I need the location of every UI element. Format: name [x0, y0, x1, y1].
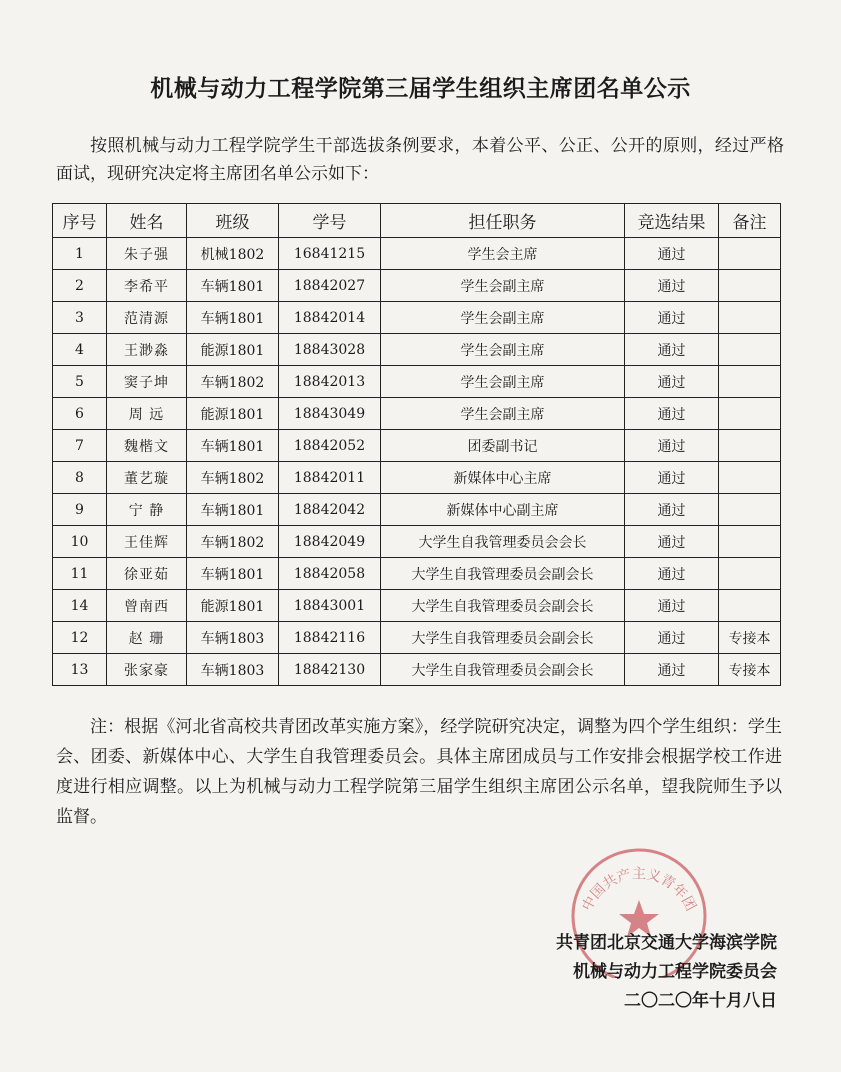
table-row — [53, 366, 781, 398]
cell-remark — [719, 494, 781, 526]
cell-name: 赵 珊 — [107, 622, 187, 654]
roster-table — [52, 203, 781, 686]
cell-student-id: 18843001 — [279, 590, 381, 622]
cell-name: 李希平 — [107, 270, 187, 302]
table-row — [53, 622, 781, 654]
intro-paragraph: 按照机械与动力工程学院学生干部选拔条例要求，本着公平、公正、公开的原则，经过严格面试，现研究决定将主席团名单公示如下： — [56, 136, 784, 184]
table-row — [53, 398, 781, 430]
cell-student-id: 18842014 — [279, 302, 381, 334]
cell-index: 13 — [53, 654, 107, 686]
table-row — [53, 302, 781, 334]
signature-date: 二〇二〇年十月八日 — [624, 991, 777, 1011]
cell-position: 大学生自我管理委员会副会长 — [381, 590, 625, 622]
cell-result: 通过 — [625, 238, 719, 270]
header-position: 担任职务 — [381, 204, 625, 238]
cell-position: 学生会副主席 — [381, 334, 625, 366]
cell-class: 车辆1801 — [187, 302, 279, 334]
cell-name: 宁 静 — [107, 494, 187, 526]
cell-index: 4 — [53, 334, 107, 366]
cell-position: 学生会主席 — [381, 238, 625, 270]
cell-class: 车辆1802 — [187, 462, 279, 494]
cell-position: 学生会副主席 — [381, 270, 625, 302]
table-row — [53, 494, 781, 526]
cell-index: 8 — [53, 462, 107, 494]
table-row — [53, 526, 781, 558]
cell-index: 14 — [53, 590, 107, 622]
table-row — [53, 590, 781, 622]
cell-remark — [719, 590, 781, 622]
document-title: 机械与动力工程学院第三届学生组织主席团名单公示 — [150, 75, 691, 102]
official-stamp — [565, 830, 713, 978]
cell-result: 通过 — [625, 270, 719, 302]
table-row — [53, 334, 781, 366]
cell-index: 9 — [53, 494, 107, 526]
cell-result: 通过 — [625, 654, 719, 686]
cell-result: 通过 — [625, 494, 719, 526]
cell-position: 新媒体中心副主席 — [381, 494, 625, 526]
cell-position: 大学生自我管理委员会会长 — [381, 526, 625, 558]
cell-remark — [719, 526, 781, 558]
cell-remark — [719, 398, 781, 430]
cell-result: 通过 — [625, 590, 719, 622]
cell-student-id: 18842058 — [279, 558, 381, 590]
cell-result: 通过 — [625, 430, 719, 462]
table-row — [53, 238, 781, 270]
signature-line-1: 共青团北京交通大学海滨学院 — [556, 933, 777, 953]
cell-student-id: 18843028 — [279, 334, 381, 366]
cell-name: 朱子强 — [107, 238, 187, 270]
cell-name: 周 远 — [107, 398, 187, 430]
signature-line-2: 机械与动力工程学院委员会 — [573, 962, 777, 982]
cell-name: 张家豪 — [107, 654, 187, 686]
cell-position: 大学生自我管理委员会副会长 — [381, 622, 625, 654]
cell-student-id: 18842027 — [279, 270, 381, 302]
cell-result: 通过 — [625, 526, 719, 558]
cell-index: 2 — [53, 270, 107, 302]
cell-student-id: 18842042 — [279, 494, 381, 526]
table-body — [53, 238, 781, 686]
cell-class: 车辆1802 — [187, 366, 279, 398]
cell-student-id: 16841215 — [279, 238, 381, 270]
cell-position: 学生会副主席 — [381, 302, 625, 334]
cell-remark — [719, 462, 781, 494]
table-row — [53, 270, 781, 302]
note-paragraph: 注：根据《河北省高校共青团改革实施方案》，经学院研究决定，调整为四个学生组织：学生会、团委、新媒体中心、大学生自我管理委员会。具体主席团成员与工作安排会根据学校工作进度进行相应调整。以上为机械与动力工程学院第三届学生组织主席团公示名单，望我院师生予以监督。 — [56, 717, 782, 827]
cell-result: 通过 — [625, 398, 719, 430]
header-index: 序号 — [53, 204, 107, 238]
cell-remark — [719, 238, 781, 270]
cell-remark: 专接本 — [719, 654, 781, 686]
cell-class: 车辆1801 — [187, 558, 279, 590]
cell-index: 10 — [53, 526, 107, 558]
cell-class: 车辆1803 — [187, 654, 279, 686]
cell-index: 5 — [53, 366, 107, 398]
cell-student-id: 18843049 — [279, 398, 381, 430]
cell-remark — [719, 302, 781, 334]
cell-name: 窦子坤 — [107, 366, 187, 398]
cell-class: 能源1801 — [187, 398, 279, 430]
cell-position: 学生会副主席 — [381, 366, 625, 398]
cell-result: 通过 — [625, 558, 719, 590]
cell-class: 车辆1801 — [187, 494, 279, 526]
cell-name: 董艺璇 — [107, 462, 187, 494]
cell-class: 能源1801 — [187, 590, 279, 622]
cell-position: 团委副书记 — [381, 430, 625, 462]
cell-class: 车辆1802 — [187, 526, 279, 558]
cell-student-id: 18842116 — [279, 622, 381, 654]
cell-student-id: 18842052 — [279, 430, 381, 462]
cell-index: 12 — [53, 622, 107, 654]
cell-remark — [719, 366, 781, 398]
cell-result: 通过 — [625, 366, 719, 398]
cell-remark — [719, 558, 781, 590]
table-row — [53, 558, 781, 590]
cell-class: 车辆1801 — [187, 270, 279, 302]
cell-name: 曾南西 — [107, 590, 187, 622]
cell-remark — [719, 430, 781, 462]
cell-class: 能源1801 — [187, 334, 279, 366]
table-row — [53, 654, 781, 686]
cell-position: 学生会副主席 — [381, 398, 625, 430]
cell-name: 魏楷文 — [107, 430, 187, 462]
cell-position: 新媒体中心主席 — [381, 462, 625, 494]
cell-position: 大学生自我管理委员会副会长 — [381, 654, 625, 686]
header-class: 班级 — [187, 204, 279, 238]
cell-result: 通过 — [625, 334, 719, 366]
header-remark: 备注 — [719, 204, 781, 238]
cell-position: 大学生自我管理委员会副会长 — [381, 558, 625, 590]
cell-remark — [719, 334, 781, 366]
table-row — [53, 462, 781, 494]
cell-student-id: 18842130 — [279, 654, 381, 686]
table-row — [53, 430, 781, 462]
cell-index: 11 — [53, 558, 107, 590]
table-header-row — [53, 204, 781, 238]
stamp-text: 中国共产主义青年团 — [579, 866, 699, 914]
cell-name: 徐亚茹 — [107, 558, 187, 590]
cell-index: 6 — [53, 398, 107, 430]
cell-result: 通过 — [625, 462, 719, 494]
cell-index: 7 — [53, 430, 107, 462]
header-name: 姓名 — [107, 204, 187, 238]
cell-name: 范清源 — [107, 302, 187, 334]
cell-remark: 专接本 — [719, 622, 781, 654]
header-result: 竞选结果 — [625, 204, 719, 238]
cell-student-id: 18842049 — [279, 526, 381, 558]
cell-name: 王佳辉 — [107, 526, 187, 558]
cell-result: 通过 — [625, 622, 719, 654]
cell-index: 3 — [53, 302, 107, 334]
cell-remark — [719, 270, 781, 302]
cell-student-id: 18842011 — [279, 462, 381, 494]
cell-class: 机械1802 — [187, 238, 279, 270]
header-student-id: 学号 — [279, 204, 381, 238]
cell-student-id: 18842013 — [279, 366, 381, 398]
cell-class: 车辆1801 — [187, 430, 279, 462]
cell-result: 通过 — [625, 302, 719, 334]
cell-name: 王渺淼 — [107, 334, 187, 366]
cell-class: 车辆1803 — [187, 622, 279, 654]
cell-index: 1 — [53, 238, 107, 270]
